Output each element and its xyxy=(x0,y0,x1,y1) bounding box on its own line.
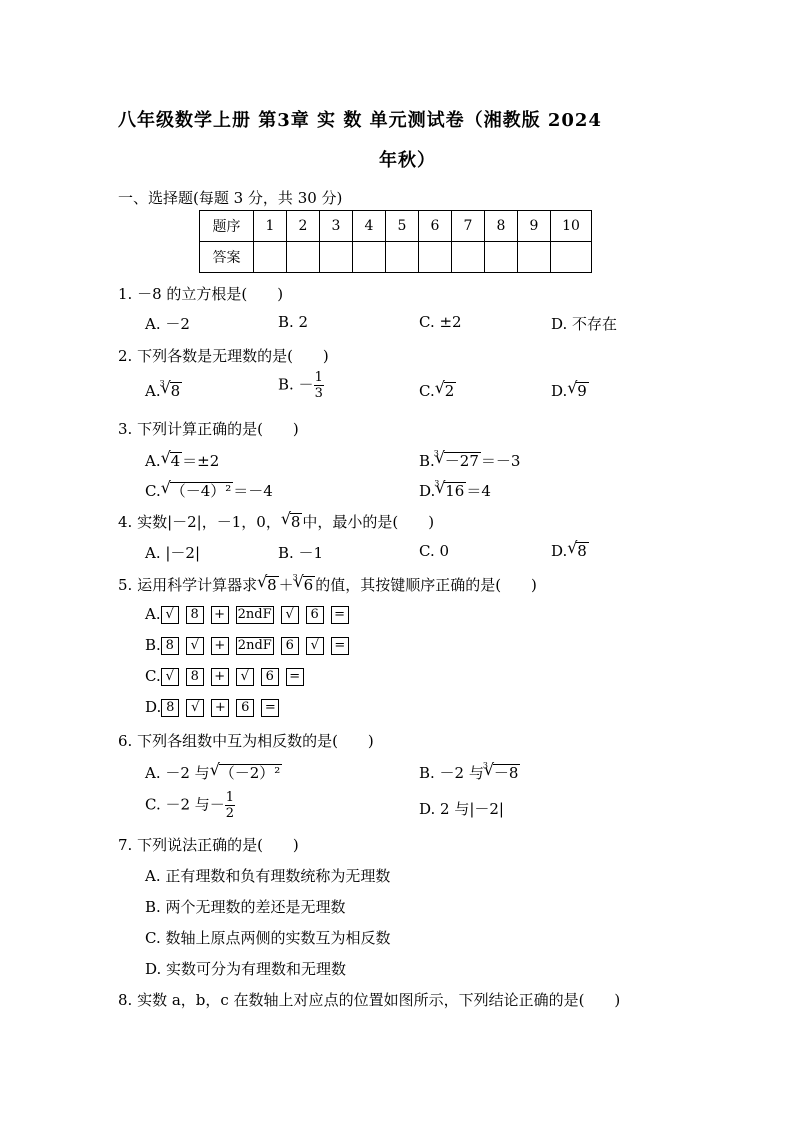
q3-option-d xyxy=(419,480,491,501)
table-header-cell: 题序 xyxy=(200,211,254,242)
equals-key: = xyxy=(261,699,279,717)
square-root xyxy=(290,513,303,530)
root-index: √ 3 xyxy=(434,479,440,488)
table-row xyxy=(200,211,592,242)
radicand: 8 xyxy=(577,542,587,560)
sqrt-key: √ xyxy=(281,606,299,624)
radicand: 16 xyxy=(445,482,465,500)
stem-text: 中，最小的是( ) xyxy=(302,513,435,531)
radicand: －8 xyxy=(493,764,519,782)
q4-option-c: C. 0 xyxy=(419,542,450,560)
radicand: 8 xyxy=(290,513,301,531)
question-4-stem xyxy=(118,511,434,532)
option-letter: B. － xyxy=(278,375,314,394)
q7-option-d: D. 实数可分为有理数和无理数 xyxy=(145,960,347,978)
option-letter: A. xyxy=(145,605,161,623)
cube-root xyxy=(159,379,183,400)
numerator: 1 xyxy=(314,370,323,385)
table-cell: 8 xyxy=(485,211,518,242)
answer-cell[interactable] xyxy=(254,242,287,273)
table-cell: 2 xyxy=(287,211,320,242)
table-cell: 9 xyxy=(518,211,551,242)
denominator: 3 xyxy=(314,386,323,401)
option-letter: B. xyxy=(145,636,161,654)
answer-cell[interactable] xyxy=(419,242,452,273)
table-cell: 4 xyxy=(353,211,386,242)
q5-option-b xyxy=(145,636,356,655)
section-heading: 一、选择题(每题 3 分，共 30 分) xyxy=(118,189,343,207)
question-7-stem: 7. 下列说法正确的是( ) xyxy=(118,836,299,854)
plus-key: + xyxy=(211,668,229,686)
radicand: （－2）² xyxy=(219,764,281,782)
option-letter: A. xyxy=(145,382,161,400)
cube-root xyxy=(433,449,481,470)
q2-option-d xyxy=(551,382,589,400)
option-text: A. －2 与 xyxy=(145,764,210,782)
question-6-stem: 6. 下列各组数中互为相反数的是( ) xyxy=(118,732,374,750)
radicand: 8 xyxy=(170,382,181,400)
table-header-cell: 答案 xyxy=(200,242,254,273)
root-index: √ 3 xyxy=(482,761,488,770)
second-function-key: 2ndF xyxy=(237,607,272,622)
page-title-line1: 八年级数学上册 第3章 实 数 单元测试卷（湘教版 2024 xyxy=(118,110,602,131)
cube-root xyxy=(482,761,521,782)
q4-option-a: A. |－2| xyxy=(145,544,201,562)
numerator: 1 xyxy=(225,790,235,805)
cube-root xyxy=(434,479,466,500)
option-letter: C. xyxy=(145,667,161,685)
radicand: 9 xyxy=(577,382,587,400)
six-key: 6 xyxy=(306,606,324,624)
equals-key: = xyxy=(331,606,349,624)
eight-key: 8 xyxy=(161,637,179,655)
square-root xyxy=(444,382,457,399)
q5-option-a xyxy=(145,605,356,624)
option-letter: D. xyxy=(551,382,568,400)
radicand: （－4）² xyxy=(170,482,232,500)
square-root xyxy=(576,382,589,399)
q4-option-d xyxy=(551,542,589,560)
answer-cell[interactable] xyxy=(386,242,419,273)
q3-option-b xyxy=(419,450,520,471)
radicand: 8 xyxy=(267,576,277,594)
option-letter: C. xyxy=(145,482,161,500)
option-letter: D. xyxy=(419,482,436,500)
square-root xyxy=(576,542,589,559)
sqrt-key: √ xyxy=(306,637,324,655)
cube-root xyxy=(292,573,316,594)
table-cell: 10 xyxy=(551,211,592,242)
q6-option-c xyxy=(145,790,235,821)
answer-table xyxy=(199,210,592,273)
eight-key: 8 xyxy=(186,668,204,686)
table-cell: 1 xyxy=(254,211,287,242)
question-2-stem: 2. 下列各数是无理数的是( ) xyxy=(118,347,329,365)
q1-option-b: B. 2 xyxy=(278,313,309,331)
q1-option-c: C. ±2 xyxy=(419,313,462,331)
expression-result: ＝±2 xyxy=(182,452,220,470)
question-5-stem xyxy=(118,574,537,595)
plus-key: + xyxy=(211,606,229,624)
fraction xyxy=(225,790,235,821)
q6-option-b xyxy=(419,762,520,783)
radicand: 2 xyxy=(444,382,455,400)
option-text: C. －2 与－ xyxy=(145,795,225,814)
table-cell: 6 xyxy=(419,211,452,242)
answer-cell[interactable] xyxy=(518,242,551,273)
answer-cell[interactable] xyxy=(551,242,592,273)
radicand: 4 xyxy=(170,452,181,470)
q6-option-d: D. 2 与|－2| xyxy=(419,800,504,818)
eight-key: 8 xyxy=(161,699,179,717)
expression-result: ＝4 xyxy=(466,482,491,500)
q5-option-d xyxy=(145,698,286,717)
q4-option-b: B. －1 xyxy=(278,544,324,562)
eight-key: 8 xyxy=(186,606,204,624)
equals-key: = xyxy=(286,668,304,686)
answer-cell[interactable] xyxy=(452,242,485,273)
square-root xyxy=(266,576,279,593)
sqrt-key: √ xyxy=(161,606,179,624)
q2-option-a xyxy=(145,379,182,400)
stem-text: 5. 运用科学计算器求 xyxy=(118,576,258,594)
q2-option-b xyxy=(278,370,324,401)
plus-sign: ＋ xyxy=(278,576,294,594)
second-function-key: 2ndF xyxy=(237,638,272,653)
q1-option-d: D. 不存在 xyxy=(551,315,618,333)
six-key: 6 xyxy=(261,668,279,686)
option-letter: B. xyxy=(419,452,435,470)
root-index: √ 3 xyxy=(292,573,298,582)
expression-result: ＝－4 xyxy=(233,482,273,500)
denominator: 2 xyxy=(225,806,235,821)
table-cell: 3 xyxy=(320,211,353,242)
q1-option-a: A. －2 xyxy=(145,315,190,333)
six-key: 6 xyxy=(281,637,299,655)
stem-text: 4. 实数|－2|，－1，0， xyxy=(118,513,281,531)
table-cell: 7 xyxy=(452,211,485,242)
square-root xyxy=(170,482,234,499)
fraction xyxy=(314,370,324,401)
plus-key: + xyxy=(211,699,229,717)
expression-result: ＝－3 xyxy=(480,452,521,470)
table-row xyxy=(200,242,592,273)
six-key: 6 xyxy=(236,699,254,717)
option-letter: C. xyxy=(419,382,435,400)
answer-cell[interactable] xyxy=(485,242,518,273)
q5-option-c xyxy=(145,667,311,686)
q2-option-c xyxy=(419,382,456,400)
answer-cell[interactable] xyxy=(287,242,320,273)
stem-text: 的值，其按键顺序正确的是( ) xyxy=(315,576,537,594)
answer-cell[interactable] xyxy=(353,242,386,273)
sqrt-key: √ xyxy=(186,637,204,655)
q7-option-a: A. 正有理数和负有理数统称为无理数 xyxy=(145,867,391,885)
q7-option-c: C. 数轴上原点两侧的实数互为相反数 xyxy=(145,929,391,947)
plus-key: + xyxy=(211,637,229,655)
question-3-stem: 3. 下列计算正确的是( ) xyxy=(118,420,299,438)
question-1-stem: 1. －8 的立方根是( ) xyxy=(118,285,284,303)
option-letter: D. xyxy=(551,542,568,560)
root-index: √ 3 xyxy=(433,449,439,458)
square-root xyxy=(170,452,183,469)
q6-option-a xyxy=(145,762,282,783)
sqrt-key: √ xyxy=(161,668,179,686)
question-8-stem: 8. 实数 a，b，c 在数轴上对应点的位置如图所示，下列结论正确的是( ) xyxy=(118,991,621,1009)
option-text: B. －2 与 xyxy=(419,764,484,782)
q3-option-c xyxy=(145,480,273,501)
root-index: √ 3 xyxy=(159,379,165,388)
page-title-line2: 年秋） xyxy=(379,150,436,171)
square-root xyxy=(219,764,283,781)
option-letter: A. xyxy=(145,452,161,470)
q7-option-b: B. 两个无理数的差还是无理数 xyxy=(145,898,346,916)
answer-cell[interactable] xyxy=(320,242,353,273)
q3-option-a xyxy=(145,450,219,471)
radicand: 6 xyxy=(303,576,314,594)
radicand: －27 xyxy=(444,452,479,470)
option-letter: D. xyxy=(145,698,162,716)
table-cell: 5 xyxy=(386,211,419,242)
sqrt-key: √ xyxy=(186,699,204,717)
sqrt-key: √ xyxy=(236,668,254,686)
equals-key: = xyxy=(331,637,349,655)
